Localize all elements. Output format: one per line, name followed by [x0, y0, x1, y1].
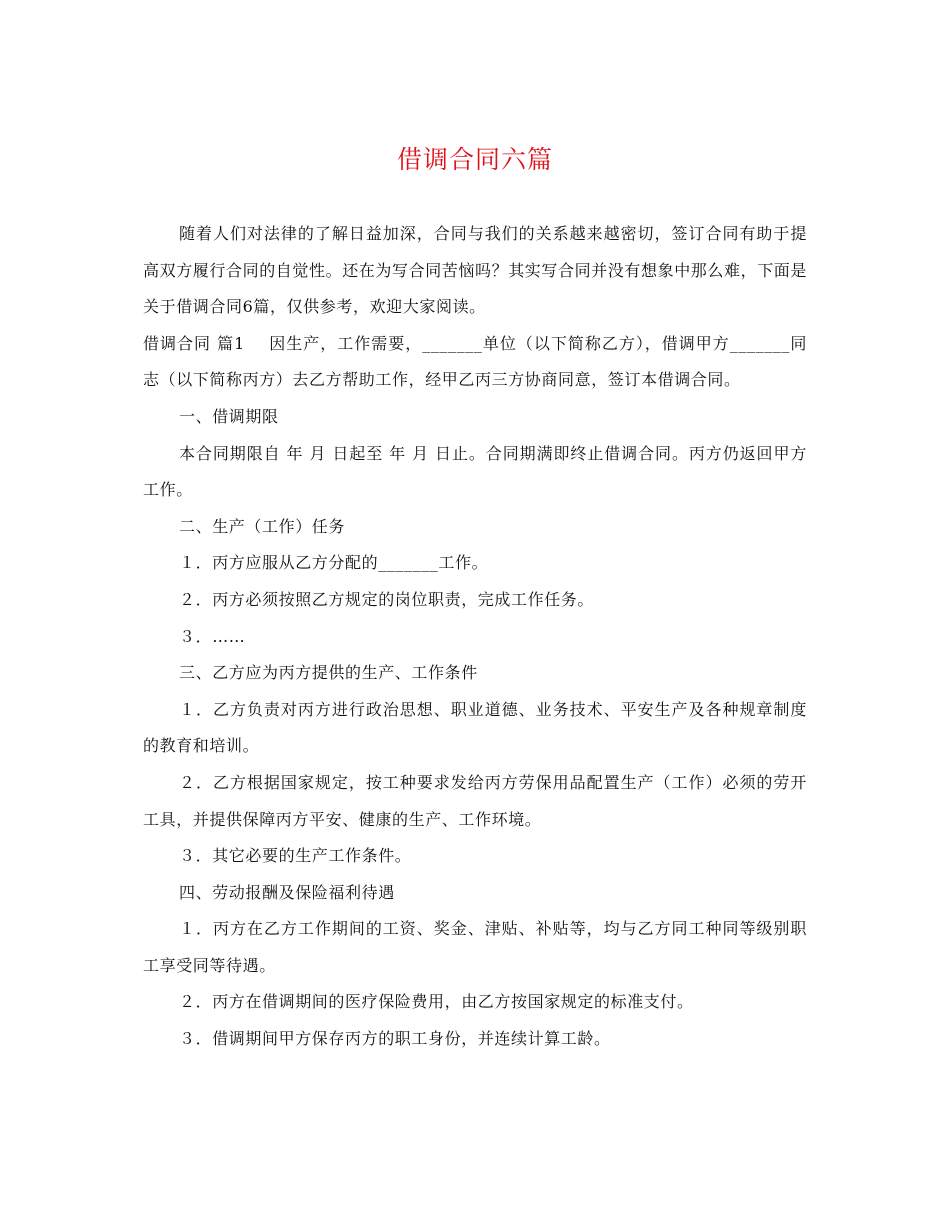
- benefits-item-3: ３．借调期间甲方保存丙方的职工身份，并连续计算工龄。: [179, 1029, 611, 1049]
- contract-1-label: 借调合同 篇1: [143, 333, 245, 353]
- task-item-2: ２．丙方必须按照乙方规定的岗位职责，完成工作任务。: [179, 589, 595, 609]
- intro-paragraph: 随着人们对法律的了解日益加深，合同与我们的关系越来越密切，签订合同有助于提高双方履行合同的自觉性。还在为写合同苦恼吗？其实写合同并没有想象中那么难，下面是关于借调合同6篇，仅供参考，欢迎大家阅读。: [143, 224, 808, 317]
- document-body: [143, 216, 807, 1058]
- term-paragraph: 本合同期限自 年 月 日起至 年 月 日止。合同期满即终止借调合同。丙方仍返回甲方工作。: [143, 443, 807, 500]
- section-heading-conditions: 三、乙方应为丙方提供的生产、工作条件: [179, 663, 478, 683]
- conditions-item-3: ３．其它必要的生产工作条件。: [179, 846, 412, 866]
- section-heading-task: 二、生产（工作）任务: [179, 516, 346, 536]
- contract-1-opening-text: 因生产，工作需要，_______单位（以下简称乙方），借调甲方_______同志（以下简称丙方）去乙方帮助工作，经甲乙丙三方协商同意，签订本借调合同。: [143, 333, 807, 390]
- task-item-1: １．丙方应服从乙方分配的_______工作。: [179, 553, 489, 573]
- contract-1-opening-paragraph: [143, 326, 807, 399]
- benefits-item-1: １．丙方在乙方工作期间的工资、奖金、津贴、补贴等，均与乙方同工种同等级别职工享受同等待遇。: [143, 919, 807, 975]
- section-heading-term: 一、借调期限: [179, 406, 279, 426]
- conditions-item-2: ２．乙方根据国家规定，按工种要求发给丙方劳保用品配置生产（工作）必须的劳开工具，并提供保障丙方平安、健康的生产、工作环境。: [143, 772, 807, 829]
- section-heading-benefits: 四、劳动报酬及保险福利待遇: [179, 882, 395, 902]
- conditions-item-1: １．乙方负责对丙方进行政治思想、职业道德、业务技术、平安生产及各种规章制度的教育和培训。: [143, 699, 807, 756]
- document-title: 借调合同六篇: [396, 145, 553, 174]
- task-item-3: ３．……: [179, 626, 246, 646]
- benefits-item-2: ２．丙方在借调期间的医疗保险费用，由乙方按国家规定的标准支付。: [179, 992, 694, 1012]
